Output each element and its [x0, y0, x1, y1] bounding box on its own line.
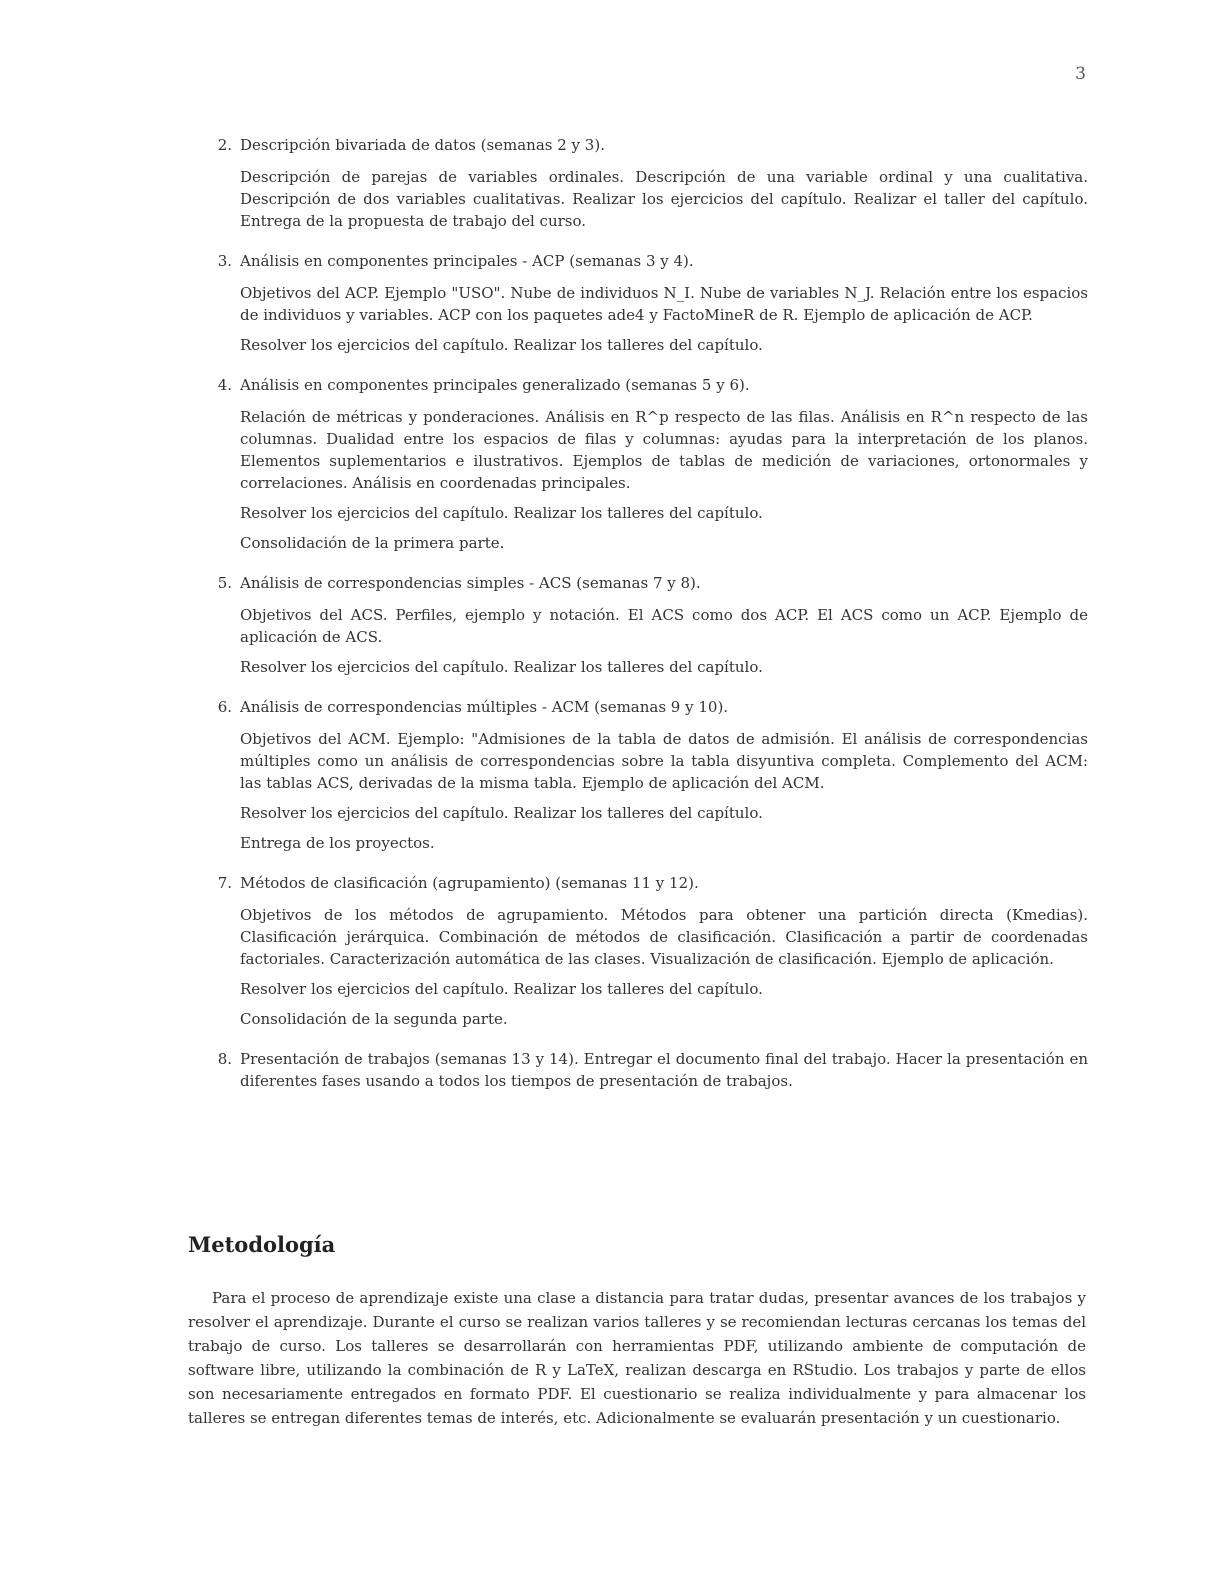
- list-item-paragraph: Relación de métricas y ponderaciones. Análisis en R^p respecto de las filas. Análisis en R^n respecto de las columnas. Dualidad entre los espacios de filas y columnas: ayudas para la interpretación de los planos. Elementos suplementarios e ilustrativos. Ejemplos de tablas de medición de variaciones, ortonormales y correlaciones. Análisis en coordenadas principales.: [240, 408, 1088, 492]
- list-item-number: 2.: [217, 136, 232, 154]
- list-item-paragraph: Consolidación de la primera parte.: [240, 534, 505, 552]
- list-item-paragraph: Consolidación de la segunda parte.: [240, 1010, 508, 1028]
- list-item-title: Descripción bivariada de datos (semanas 2 y 3).: [240, 136, 605, 154]
- list-item: [208, 872, 1088, 1030]
- list-item: [208, 696, 1088, 854]
- list-item: [208, 1048, 1088, 1092]
- list-item-paragraph: Presentación de trabajos (semanas 13 y 14). Entregar el documento final del trabajo. Hacer la presentación en diferentes fases usando a todos los tiempos de presentación de trabajos.: [240, 1050, 1088, 1090]
- list-item-title: Análisis en componentes principales generalizado (semanas 5 y 6).: [240, 376, 750, 394]
- list-item-title: Análisis de correspondencias simples - ACS (semanas 7 y 8).: [240, 574, 701, 592]
- list-item-paragraph: Resolver los ejercicios del capítulo. Realizar los talleres del capítulo.: [240, 336, 763, 354]
- list-item-paragraph: Resolver los ejercicios del capítulo. Realizar los talleres del capítulo.: [240, 658, 763, 676]
- list-item-paragraph: Entrega de los proyectos.: [240, 834, 435, 852]
- section-heading: Metodología: [188, 1232, 336, 1257]
- list-item-paragraph: Objetivos del ACP. Ejemplo "USO". Nube de individuos N_I. Nube de variables N_J. Relación entre los espacios de individuos y variables. ACP con los paquetes ade4 y FactoMineR de R. Ejemplo de aplicación de ACP.: [240, 284, 1088, 324]
- list-item-title: Métodos de clasificación (agrupamiento) (semanas 11 y 12).: [240, 874, 699, 892]
- list-item: [208, 134, 1088, 232]
- list-item-paragraph: Objetivos de los métodos de agrupamiento. Métodos para obtener una partición directa (Kmedias). Clasificación jerárquica. Combinación de métodos de clasificación. Clasificación a partir de coordenadas factoriales. Caracterización automática de las clases. Visualización de clasificación. Ejemplo de aplicación.: [240, 906, 1088, 968]
- list-item-number: 7.: [217, 874, 232, 892]
- list-item-paragraph: Descripción de parejas de variables ordinales. Descripción de una variable ordinal y una cualitativa. Descripción de dos variables cualitativas. Realizar los ejercicios del capítulo. Realizar el taller del capítulo. Entrega de la propuesta de trabajo del curso.: [240, 168, 1088, 230]
- list-item-number: 5.: [217, 574, 232, 592]
- list-item-number: 8.: [217, 1050, 232, 1068]
- list-item-title: Análisis en componentes principales - ACP (semanas 3 y 4).: [240, 252, 694, 270]
- topics-list: [208, 134, 1088, 1110]
- page-number: 3: [1075, 64, 1086, 84]
- list-item-paragraph: Resolver los ejercicios del capítulo. Realizar los talleres del capítulo.: [240, 804, 763, 822]
- list-item-number: 6.: [217, 698, 232, 716]
- list-item: [208, 374, 1088, 554]
- list-item-number: 4.: [217, 376, 232, 394]
- list-item-paragraph: Resolver los ejercicios del capítulo. Realizar los talleres del capítulo.: [240, 504, 763, 522]
- list-item-number: 3.: [217, 252, 232, 270]
- list-item-paragraph: Objetivos del ACM. Ejemplo: "Admisiones de la tabla de datos de admisión. El análisis de correspondencias múltiples como un análisis de correspondencias sobre la tabla disyuntiva completa. Complemento del ACM: las tablas ACS, derivadas de la misma tabla. Ejemplo de aplicación del ACM.: [240, 730, 1088, 792]
- section-body: Para el proceso de aprendizaje existe una clase a distancia para tratar dudas, presentar avances de los trabajos y resolver el aprendizaje. Durante el curso se realizan varios talleres y se recomiendan lecturas cercanas los temas del trabajo de curso. Los talleres se desarrollarán con herramientas PDF, utilizando ambiente de computación de software libre, utilizando la combinación de R y LaTeX, realizan descarga en RStudio. Los trabajos y parte de ellos son necesariamente entregados en formato PDF. El cuestionario se realiza individualmente y para almacenar los talleres se entregan diferentes temas de interés, etc. Adicionalmente se evaluarán presentación y un cuestionario.: [188, 1289, 1086, 1427]
- list-item-title: Análisis de correspondencias múltiples - ACM (semanas 9 y 10).: [240, 698, 729, 716]
- list-item-paragraph: Objetivos del ACS. Perfiles, ejemplo y notación. El ACS como dos ACP. El ACS como un ACP. Ejemplo de aplicación de ACS.: [240, 606, 1088, 646]
- list-item: [208, 572, 1088, 678]
- list-item-paragraph: Resolver los ejercicios del capítulo. Realizar los talleres del capítulo.: [240, 980, 763, 998]
- list-item: [208, 250, 1088, 356]
